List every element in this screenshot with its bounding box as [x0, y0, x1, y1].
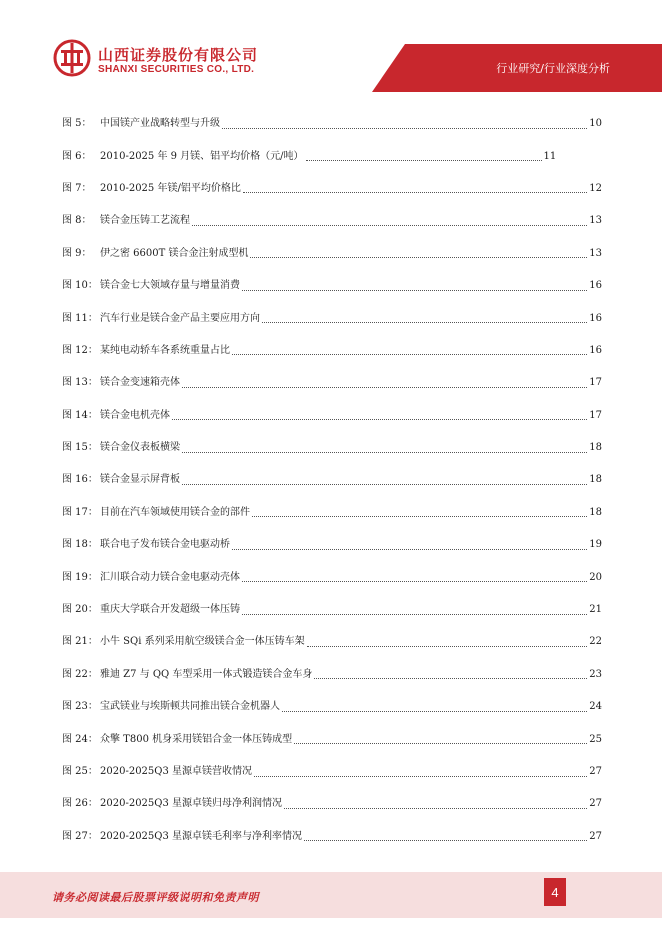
figure-label: 图 6：: [62, 150, 92, 162]
dot-leader: [222, 118, 587, 129]
page-footer: [0, 862, 662, 936]
dot-leader: [304, 830, 587, 841]
dot-leader: [242, 604, 587, 615]
figure-title: 中国镁产业战略转型与升级: [100, 118, 220, 130]
toc-entry[interactable]: [62, 788, 602, 820]
figure-label: 图 20：: [62, 604, 98, 616]
page-number: 17: [589, 377, 602, 389]
page-number: 18: [589, 442, 602, 454]
page-number: 21: [589, 604, 602, 616]
dot-leader: [262, 312, 587, 323]
figure-label: 图 5：: [62, 118, 92, 130]
page-number: 20: [589, 571, 602, 583]
figure-title: 伊之密 6600T 镁合金注射成型机: [100, 247, 249, 259]
figure-label: 图 10：: [62, 280, 98, 292]
dot-leader: [243, 182, 587, 193]
toc-entry[interactable]: [62, 626, 602, 658]
toc-entry[interactable]: [62, 821, 602, 853]
toc-entry[interactable]: [62, 594, 602, 626]
dot-leader: [182, 377, 587, 388]
page-number: 13: [589, 247, 602, 259]
figure-title: 2010-2025 年镁/铝平均价格比: [100, 182, 241, 194]
figure-title: 2010-2025 年 9 月镁、铝平均价格（元/吨）: [100, 150, 304, 162]
dot-leader: [306, 150, 542, 161]
figure-title: 镁合金显示屏背板: [100, 474, 180, 486]
figure-label: 图 15：: [62, 442, 98, 454]
figure-title: 镁合金七大领域存量与增量消费: [100, 280, 240, 292]
figure-title: 2020-2025Q3 星源卓镁毛利率与净利率情况: [100, 830, 303, 842]
page-number: 12: [589, 182, 602, 194]
toc-entry[interactable]: [62, 529, 602, 561]
company-name-en: SHANXI SECURITIES CO., LTD.: [98, 64, 255, 75]
toc-entry[interactable]: [62, 108, 602, 140]
page-number: 18: [589, 506, 602, 518]
figure-title: 镁合金电机壳体: [100, 409, 170, 421]
toc-entry[interactable]: [62, 561, 602, 593]
toc-entry[interactable]: [62, 400, 602, 432]
toc-entry[interactable]: [62, 756, 602, 788]
figure-title: 宝武镁业与埃斯顿共同推出镁合金机器人: [100, 701, 280, 713]
disclaimer-notice: 请务必阅读最后股票评级说明和免责声明: [52, 891, 259, 904]
page-number: 16: [589, 344, 602, 356]
page-number: 23: [589, 668, 602, 680]
dot-leader: [314, 668, 587, 679]
figure-title: 2020-2025Q3 星源卓镁归母净利润情况: [100, 798, 283, 810]
page-number: 17: [589, 409, 602, 421]
company-logo-icon: [52, 38, 92, 78]
dot-leader: [252, 506, 587, 517]
toc-entry[interactable]: [62, 205, 602, 237]
figure-label: 图 27：: [62, 830, 98, 842]
dot-leader: [172, 409, 587, 420]
figure-label: 图 23：: [62, 701, 98, 713]
figure-label: 图 26：: [62, 798, 98, 810]
dot-leader: [284, 798, 587, 809]
toc-entry[interactable]: [62, 238, 602, 270]
figure-title: 汽车行业是镁合金产品主要应用方向: [100, 312, 260, 324]
figure-title: 镁合金仪表板横梁: [100, 442, 180, 454]
figure-label: 图 11：: [62, 312, 98, 324]
figure-label: 图 7：: [62, 182, 92, 194]
page-number: 11: [543, 150, 557, 162]
figure-title: 镁合金压铸工艺流程: [100, 215, 190, 227]
page-header: [0, 0, 662, 92]
dot-leader: [242, 280, 587, 291]
page-number: 18: [589, 474, 602, 486]
figure-list: [62, 108, 602, 853]
figure-label: 图 22：: [62, 668, 98, 680]
toc-entry[interactable]: [62, 335, 602, 367]
dot-leader: [294, 733, 587, 744]
toc-entry[interactable]: [62, 659, 602, 691]
toc-entry[interactable]: [62, 691, 602, 723]
figure-label: 图 21：: [62, 636, 98, 648]
toc-entry[interactable]: [62, 173, 602, 205]
figure-title: 2020-2025Q3 星源卓镁营收情况: [100, 766, 253, 777]
toc-entry[interactable]: [62, 432, 602, 464]
toc-entry[interactable]: [62, 723, 602, 755]
figure-title: 众擎 T800 机身采用镁铝合金一体压铸成型: [100, 733, 293, 745]
figure-label: 图 18：: [62, 539, 98, 551]
page-number: 16: [589, 312, 602, 324]
dot-leader: [182, 442, 587, 453]
page-number: 27: [589, 798, 602, 810]
figure-label: 图 16：: [62, 474, 98, 486]
figure-label: 图 17：: [62, 506, 98, 518]
page-number-badge: 4: [544, 878, 566, 906]
dot-leader: [242, 571, 587, 582]
dot-leader: [232, 344, 587, 355]
figure-title: 镁合金变速箱壳体: [100, 377, 180, 389]
dot-leader: [250, 247, 587, 258]
page-number: 27: [589, 830, 602, 842]
dot-leader: [254, 766, 587, 777]
figure-label: 图 24：: [62, 733, 98, 745]
figure-label: 图 9：: [62, 247, 92, 259]
toc-entry[interactable]: [62, 367, 602, 399]
figure-title: 汇川联合动力镁合金电驱动壳体: [100, 571, 240, 583]
figure-label: 图 12：: [62, 344, 98, 356]
toc-entry[interactable]: [62, 140, 602, 172]
toc-entry[interactable]: [62, 302, 602, 334]
report-type-label: 行业研究/行业深度分析: [496, 62, 610, 75]
figure-title: 某纯电动轿车各系统重量占比: [100, 344, 230, 356]
figure-title: 联合电子发布镁合金电驱动桥: [100, 539, 230, 551]
figure-title: 雅迪 Z7 与 QQ 车型采用一体式锻造镁合金车身: [100, 668, 313, 680]
dot-leader: [192, 215, 587, 226]
dot-leader: [282, 701, 587, 712]
figure-label: 图 8：: [62, 215, 92, 227]
figure-title: 小牛 SQi 系列采用航空级镁合金一体压铸车架: [100, 636, 305, 648]
page-number: 27: [589, 766, 602, 777]
page-number: 19: [589, 539, 602, 551]
page-number: 10: [589, 118, 602, 130]
dot-leader: [232, 539, 587, 550]
dot-leader: [182, 474, 587, 485]
figure-label: 图 14：: [62, 409, 98, 421]
company-name-cn: 山西证券股份有限公司: [98, 46, 259, 64]
figure-title: 目前在汽车领域使用镁合金的部件: [100, 506, 250, 518]
page-number: 25: [589, 733, 602, 745]
page-number: 13: [589, 215, 602, 227]
toc-entry[interactable]: [62, 270, 602, 302]
figure-label: 图 19：: [62, 571, 98, 583]
toc-entry[interactable]: [62, 497, 602, 529]
figure-title: 重庆大学联合开发超级一体压铸: [100, 604, 240, 616]
figure-label: 图 25：: [62, 766, 98, 777]
toc-entry[interactable]: [62, 464, 602, 496]
page-number: 24: [589, 701, 602, 713]
figure-label: 图 13：: [62, 377, 98, 389]
page-number: 16: [589, 280, 602, 292]
page-number: 22: [589, 636, 602, 648]
dot-leader: [307, 636, 588, 647]
